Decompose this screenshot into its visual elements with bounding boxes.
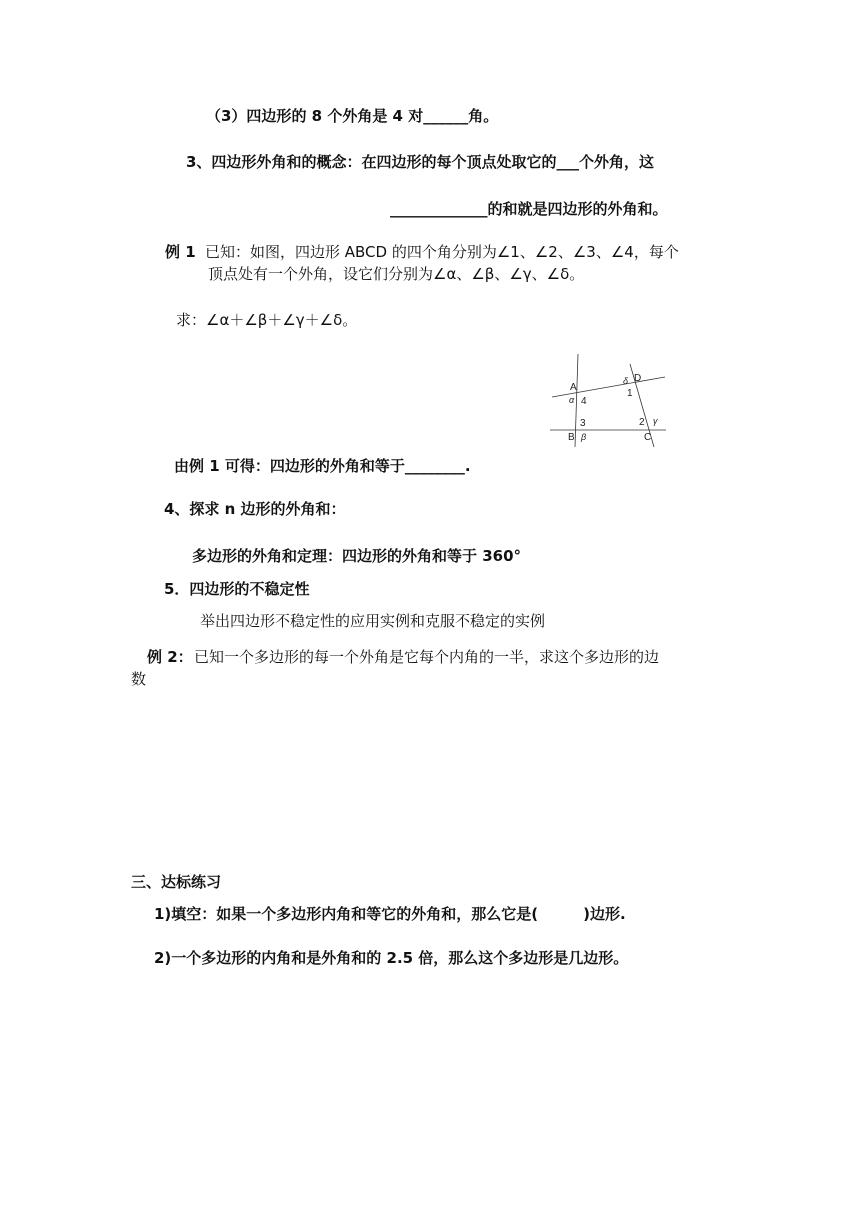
example-1-label: 例 1 [165, 243, 196, 261]
angle-beta-label: β [581, 432, 587, 442]
vertex-d-label: D [634, 373, 642, 384]
angle-2-label: 2 [639, 417, 645, 428]
example-2-label: 例 2： [147, 648, 193, 666]
heading-n-gon-exterior-sum: 4、探求 n 边形的外角和： [164, 500, 346, 518]
vertex-b-label: B [568, 432, 575, 443]
practice-item-1: 1)填空：如果一个多边形内角和等它的外角和，那么它是( )边形. [154, 905, 626, 923]
line-exterior-angle-pairs: （3）四边形的 8 个外角是 4 对______角。 [206, 107, 499, 125]
example-1-given-cont: 顶点处有一个外角，设它们分别为∠α、∠β、∠γ、∠δ。 [208, 265, 585, 283]
example-2-question: 已知一个多边形的每一个外角是它每个内角的一半，求这个多边形的边 [194, 648, 660, 666]
example-1-given: 已知：如图，四边形 ABCD 的四个角分别为∠1、∠2、∠3、∠4，每个 [205, 243, 679, 261]
practice-item-2: 2)一个多边形的内角和是外角和的 2.5 倍，那么这个多边形是几边形。 [154, 949, 629, 967]
line-exterior-sum-concept: 3、四边形外角和的概念：在四边形的每个顶点处取它的___个外角，这 [186, 153, 654, 171]
vertex-c-label: C [644, 432, 652, 443]
quadrilateral-figure [548, 352, 668, 448]
section-heading-practice: 三、达标练习 [131, 873, 222, 891]
angle-4-label: 4 [581, 396, 587, 407]
angle-gamma-label: γ [653, 416, 658, 426]
example-1-question: 求：∠α＋∠β＋∠γ＋∠δ。 [176, 311, 358, 329]
angle-3-label: 3 [580, 418, 586, 429]
heading-instability: 5．四边形的不稳定性 [164, 580, 310, 598]
line-instability-examples: 举出四边形不稳定性的应用实例和克服不稳定的实例 [200, 612, 546, 630]
vertex-a-label: A [570, 382, 577, 393]
angle-delta-label: δ [623, 376, 629, 386]
line-exterior-sum-definition: _____________的和就是四边形的外角和。 [390, 200, 668, 218]
angle-alpha-label: α [569, 395, 575, 405]
example-2-question-cont: 数 [131, 670, 147, 688]
line-exterior-sum-theorem: 多边形的外角和定理：四边形的外角和等于 360° [192, 547, 522, 565]
line-example-1-conclusion: 由例 1 可得：四边形的外角和等于________. [174, 457, 471, 475]
angle-1-label: 1 [627, 388, 633, 399]
